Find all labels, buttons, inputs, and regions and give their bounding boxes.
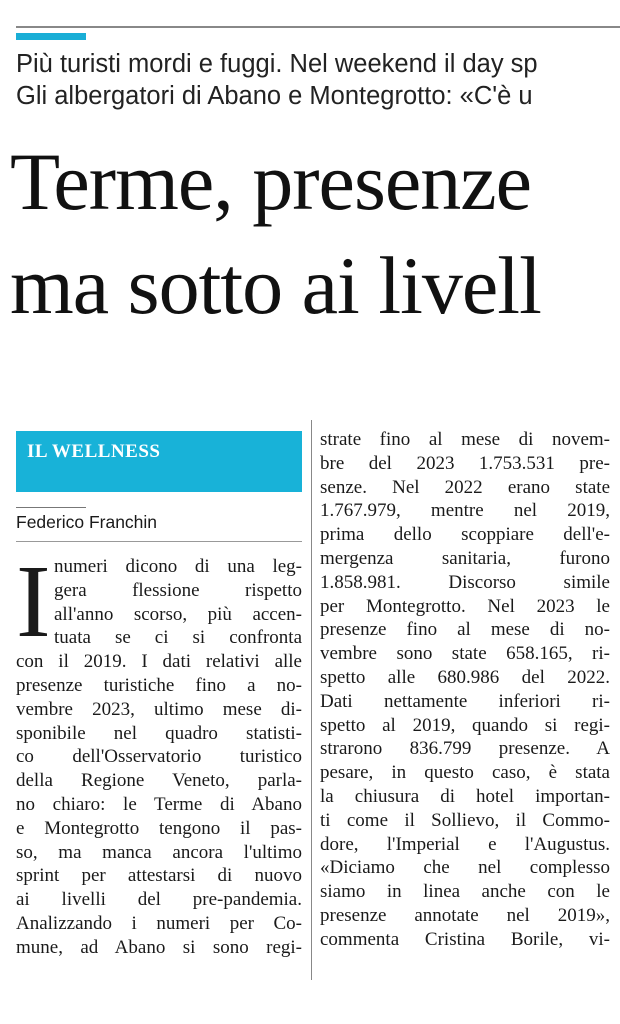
section-label-box [16,431,302,492]
article-line: gera flessione rispetto [54,579,302,601]
article-line: sprint per attestarsi di nuovo [16,865,302,887]
headline-line-2: ma sotto ai livell [10,240,541,331]
kicker-line-1: Più turisti mordi e fuggi. Nel weekend il day sp [16,50,538,78]
kicker [16,48,620,112]
article-line: tuata se ci si confronta [54,627,302,649]
article-line: dore, l'Imperial e l'Augustus. [320,833,610,855]
article-line: senze. Nel 2022 erano state [320,476,610,498]
article-line: spetto alle 680.986 del 2022. [320,666,610,688]
article-line: Dati nettamente inferiori ri- [320,690,610,712]
article-column-right [320,428,610,952]
article-line: per Montegrotto. Nel 2023 le [320,595,610,617]
article-line: presenze annotate nel 2019», [320,904,610,926]
article-line: Analizzando i numeri per Co- [16,912,302,934]
article-line: co dell'Osservatorio turistico [16,746,302,768]
article-line: della Regione Veneto, parla- [16,770,302,792]
article-line: vembre 2023, ultimo mese di- [16,698,302,720]
article-line: «Diciamo che nel complesso [320,857,610,879]
article-line: presenze turistiche fino a no- [16,674,302,696]
headline [10,130,620,338]
article-line: ti come il Sollievo, il Commo- [320,809,610,831]
article-line: mune, ad Abano si sono regi- [16,936,302,958]
article-line: so, ma manca ancora l'ultimo [16,841,302,863]
article-line: prima dello scoppiare dell'e- [320,524,610,546]
author-rule [16,507,86,508]
article-line: siamo in linea anche con le [320,881,610,903]
column-divider [311,420,312,980]
article-line: no chiaro: le Terme di Abano [16,793,302,815]
article-line: 1.767.979, mentre nel 2019, [320,500,610,522]
article-line: strate fino al mese di novem- [320,429,610,450]
article-line: mergenza sanitaria, furono [320,547,610,569]
article-line: 1.858.981. Discorso simile [320,571,610,593]
article-line: commenta Cristina Borile, vi- [320,928,610,950]
top-rule [16,26,620,28]
drop-cap: I [16,544,51,659]
article-line: vembre sono state 658.165, ri- [320,643,610,665]
article-line: all'anno scorso, più accen- [54,603,302,625]
article-line: bre del 2023 1.753.531 pre- [320,452,610,474]
article-line: numeri dicono di una leg- [54,556,302,577]
accent-bar [16,33,86,40]
article-line: presenze fino al mese di no- [320,619,610,641]
author-byline: Federico Franchin [16,512,158,532]
article-line: e Montegrotto tengono il pas- [16,817,302,839]
kicker-line-2: Gli albergatori di Abano e Montegrotto: «C'è u [16,82,533,110]
article-line: con il 2019. I dati relativi alle [16,651,302,673]
article-line: spetto al 2019, quando si regi- [320,714,610,736]
section-label: IL WELLNESS [27,441,161,462]
article-line: sponibile nel quadro statisti- [16,722,302,744]
article-line: pesare, in questo caso, è stata [320,762,610,784]
article-column-left [16,544,302,960]
article-line: strarono 836.799 presenze. A [320,738,610,760]
article-line: ai livelli del pre-pandemia. [16,889,302,911]
article-line: la chiusura di hotel importan- [320,785,610,807]
author-divider [16,541,302,542]
headline-line-1: Terme, presenze [10,136,532,227]
